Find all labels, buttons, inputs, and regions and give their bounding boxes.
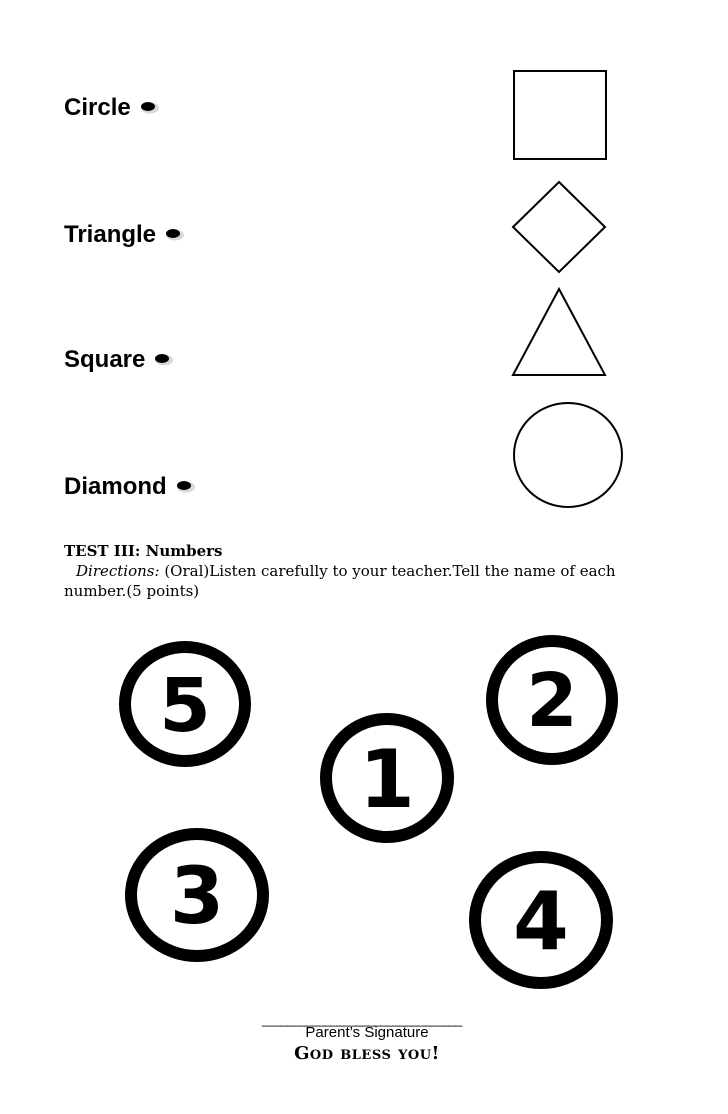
parents-signature-label: Parent’s Signature [305, 1024, 429, 1041]
label-circle [64, 94, 159, 122]
number-4-text: 4 [513, 875, 569, 968]
number-1-text: 1 [359, 733, 415, 826]
directions-label: Directions: [76, 562, 160, 580]
test-title: TEST III: Numbers [64, 542, 223, 560]
label-triangle [64, 221, 184, 249]
square-shape [508, 66, 612, 166]
directions-text: (Oral)Listen carefully to your teacher.Tell the name of each number.(5 points) [64, 562, 616, 600]
number-circle-4 [467, 849, 615, 991]
label-square [64, 346, 173, 374]
number-circle-1 [317, 711, 457, 845]
label-circle-text: Circle [64, 94, 131, 121]
number-circle-2 [484, 634, 620, 766]
diamond-shape [508, 178, 612, 276]
bullet-icon [139, 100, 159, 114]
number-2-text: 2 [526, 658, 578, 744]
bullet-icon [175, 479, 195, 493]
label-diamond [64, 473, 195, 501]
label-square-text: Square [64, 346, 146, 373]
number-circle-3 [123, 826, 271, 964]
label-diamond-text: Diamond [64, 473, 167, 500]
circle-shape [508, 398, 628, 512]
bullet-icon [153, 352, 173, 366]
number-3-text: 3 [169, 852, 225, 942]
number-circle-5 [117, 640, 253, 768]
number-5-text: 5 [159, 663, 211, 749]
label-triangle-text: Triangle [64, 221, 157, 248]
test-directions [64, 561, 664, 601]
closing-message: God bless you! [294, 1043, 440, 1064]
triangle-shape [508, 284, 612, 380]
signature-line: ________________________________ [262, 1012, 462, 1027]
bullet-icon [164, 227, 184, 241]
